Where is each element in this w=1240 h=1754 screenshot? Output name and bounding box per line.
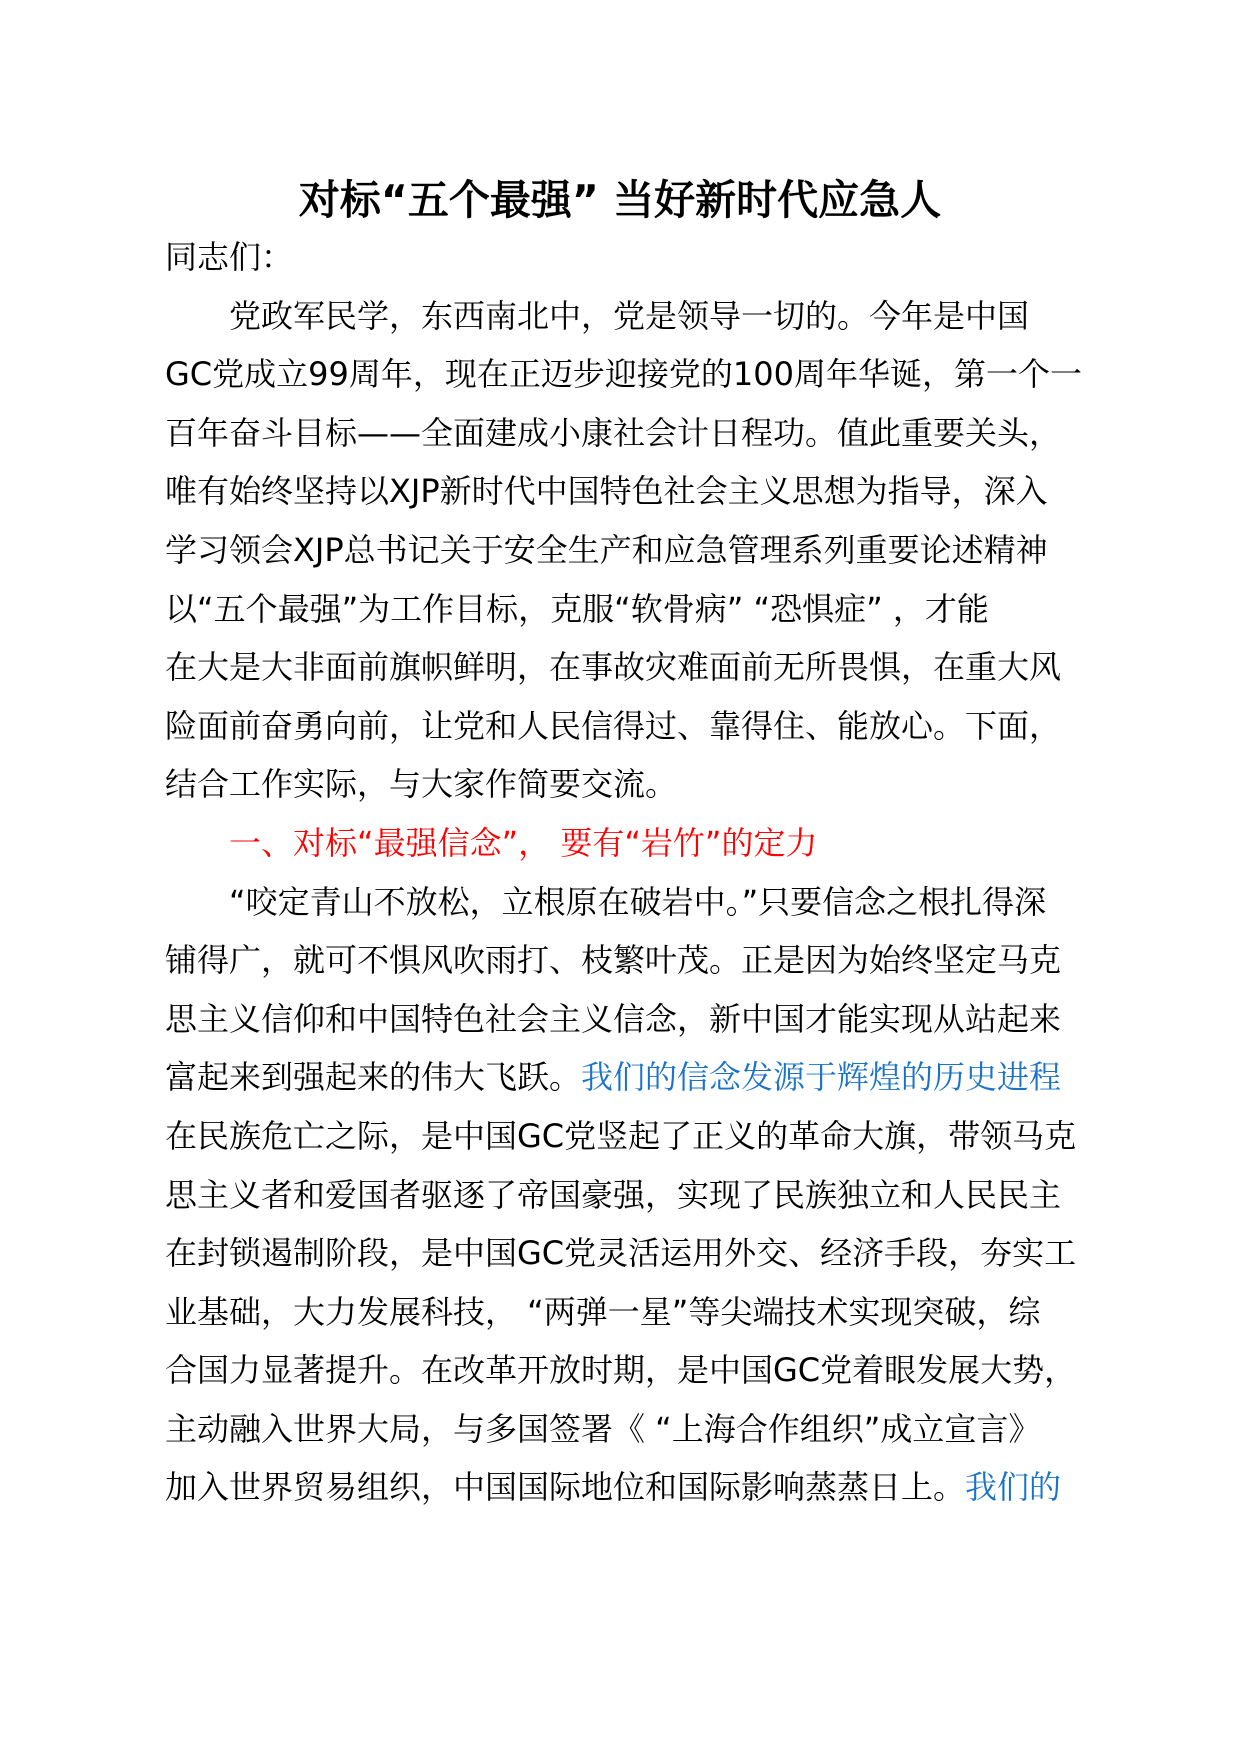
text-line — [165, 755, 1125, 814]
text-line — [165, 580, 1125, 639]
document-title: 对标“五个最强” 当好新时代应急人 — [298, 176, 942, 224]
text-segment: 百年奋斗目标——全面建成小康社会计日程功。值此重要关头， — [165, 413, 1062, 452]
text-segment: 在大是大非面前旗帜鲜明，在事故灾难面前无所畏惧，在重大风 — [165, 648, 1062, 687]
text-line — [165, 521, 1125, 580]
text-segment: “咬定青山不放松，立根原在破岩中。”只要信念之根扎得深 — [229, 882, 1047, 921]
text-line — [165, 1341, 1125, 1400]
text-segment: 铺得广，就可不惧风吹雨打、枝繁叶茂。正是因为始终坚定马克 — [165, 941, 1062, 980]
text-segment: 以“五个最强”为工作目标，克服“软骨病” “恐惧症” ，才能 — [165, 589, 989, 628]
text-line — [165, 345, 1125, 404]
text-segment: 学习领会XJP总书记关于安全生产和应急管理系列重要论述精神 — [165, 530, 1048, 569]
text-segment: 唯有始终坚持以XJP新时代中国特色社会主义思想为指导，深入 — [165, 472, 1048, 511]
text-segment: 主动融入世界大局，与多国签署《 “上海合作组织”成立宣言》 — [165, 1409, 1041, 1448]
text-line — [165, 1283, 1125, 1342]
text-line — [165, 1166, 1125, 1225]
text-line — [165, 1048, 1125, 1107]
text-line — [165, 462, 1125, 521]
text-line — [165, 1224, 1125, 1283]
text-line — [165, 404, 1125, 463]
text-line — [165, 1458, 1125, 1517]
greeting-line: 同志们： — [165, 238, 294, 276]
text-segment: 富起来到强起来的伟大飞跃。 — [165, 1058, 582, 1097]
text-line — [165, 1400, 1125, 1459]
text-segment: 思主义信仰和中国特色社会主义信念，新中国才能实现从站起来 — [165, 999, 1062, 1038]
text-segment: 在封锁遏制阶段，是中国GC党灵活运用外交、经济手段，夯实工 — [165, 1234, 1077, 1273]
text-segment: 结合工作实际，与大家作简要交流。 — [165, 765, 678, 804]
text-line — [165, 697, 1125, 756]
text-line — [165, 990, 1125, 1049]
text-line — [165, 814, 1125, 873]
text-line — [165, 931, 1125, 990]
text-line — [165, 638, 1125, 697]
highlighted-text: 我们的 — [965, 1468, 1062, 1507]
text-segment: 合国力显著提升。在改革开放时期，是中国GC党着眼发展大势， — [165, 1351, 1077, 1390]
text-segment: 在民族危亡之际，是中国GC党竖起了正义的革命大旗，带领马克 — [165, 1116, 1077, 1155]
highlighted-text: 我们的信念发源于辉煌的历史进程 — [581, 1058, 1062, 1097]
text-segment: 党政军民学，东西南北中，党是领导一切的。今年是中国 — [229, 296, 1030, 335]
text-segment: 业基础，大力发展科技， “两弹一星”等尖端技术实现突破，综 — [165, 1292, 1041, 1331]
text-line — [165, 1107, 1125, 1166]
section-heading: 一、对标“最强信念”， 要有“岩竹”的定力 — [229, 823, 818, 862]
text-segment: GC党成立99周年，现在正迈步迎接党的100周年华诞，第一个一 — [165, 355, 1082, 394]
document-body — [165, 228, 1125, 1517]
text-segment: 思主义者和爱国者驱逐了帝国豪强，实现了民族独立和人民民主 — [165, 1175, 1062, 1214]
text-segment: 险面前奋勇向前，让党和人民信得过、靠得住、能放心。下面， — [165, 706, 1062, 745]
text-segment: 加入世界贸易组织，中国国际地位和国际影响蒸蒸日上。 — [165, 1468, 966, 1507]
text-line — [165, 873, 1125, 932]
text-line — [165, 287, 1125, 346]
